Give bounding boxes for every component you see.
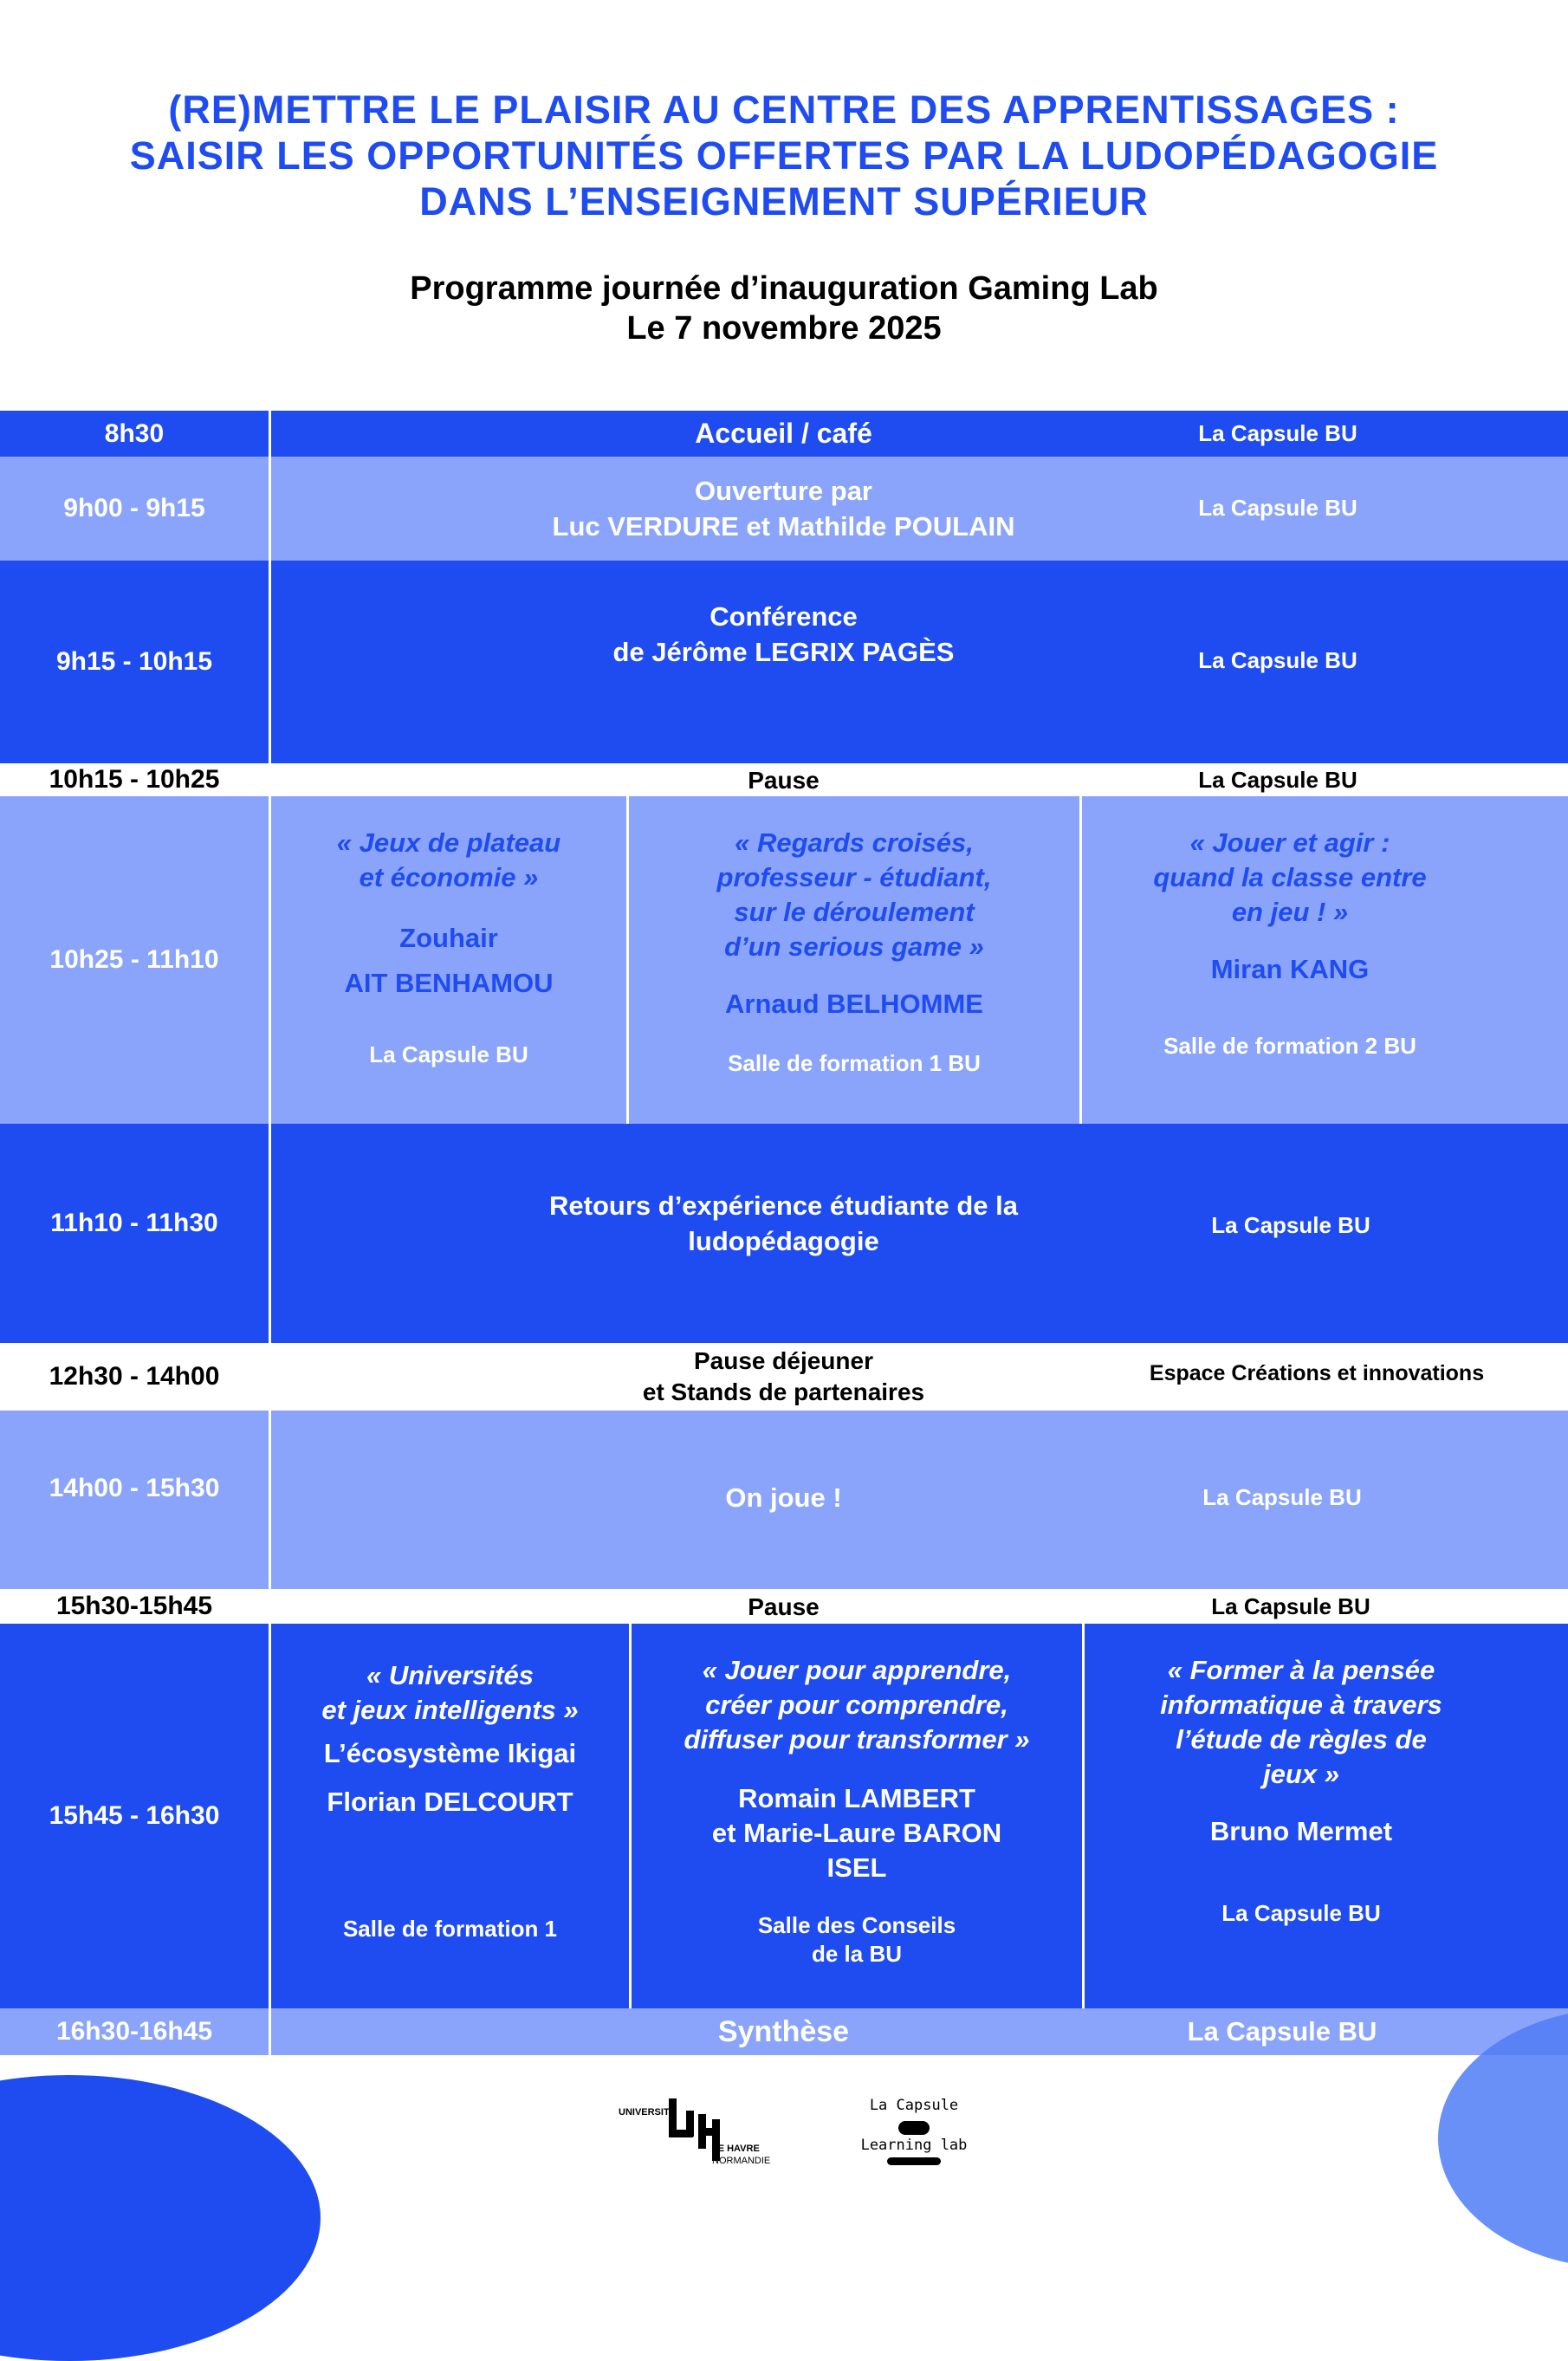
- workshop-room: La Capsule BU: [369, 1041, 528, 1067]
- row-accueil: [0, 411, 1568, 457]
- session-title-line2: et Stands de partenaires: [642, 1378, 925, 1405]
- workshop-title: « Regards croisés, professeur - étudiant, sur le déroulement d’un serious game »: [716, 827, 992, 962]
- time-label: 12h30 - 14h00: [49, 1362, 220, 1391]
- session-place: La Capsule BU: [1211, 1592, 1370, 1619]
- session-place: La Capsule BU: [1198, 766, 1357, 793]
- workshop-room: Salle de formation 1: [342, 1916, 558, 1942]
- logo-line: NORMANDIE: [712, 2156, 771, 2166]
- capsule-icon: [898, 2121, 930, 2135]
- session-place: La Capsule BU: [1198, 494, 1357, 521]
- workshop-card: [629, 796, 1079, 1124]
- workshop-title: « Universités et jeux intelligents »: [321, 1660, 579, 1725]
- session-title-line2: de Jérôme LEGRIX PAGÈS: [612, 637, 955, 667]
- session-title: On joue !: [725, 1482, 842, 1513]
- row-conference: [0, 561, 1568, 763]
- session-place: Espace Créations et innovations: [1149, 1360, 1485, 1385]
- workshop-title: « Jouer pour apprendre, créer pour comprendre, diffuser pour transformer »: [684, 1655, 1030, 1755]
- underline-icon: [887, 2157, 941, 2165]
- workshop-speaker: Miran KANG: [1210, 954, 1370, 984]
- time-label: 9h15 - 10h15: [55, 647, 213, 676]
- workshop-room: Salle de formation 1 BU: [728, 1050, 981, 1076]
- session-title-line2: Luc VERDURE et Mathilde POULAIN: [552, 511, 1015, 542]
- workshop-room: Salle de formation 2 BU: [1163, 1033, 1416, 1059]
- logo-line: UNIVERSITÉ: [619, 2107, 677, 2118]
- document-title: (RE)METTRE LE PLAISIR AU CENTRE DES APPRENTISSAGES : SAISIR LES OPPORTUNITÉS OFFERTES PAR LA LUDOPÉDAGOGIE DANS L’ENSEIGNEMENT SUPÉRIEUR: [129, 88, 1439, 224]
- row-workshops-1: [0, 796, 1568, 1124]
- workshop-card: [1085, 1624, 1518, 2008]
- workshop-speaker: Arnaud BELHOMME: [725, 989, 983, 1019]
- university-logo: [619, 2095, 792, 2173]
- time-label: 15h30-15h45: [55, 1592, 213, 1620]
- time-label: 8h30: [104, 418, 165, 448]
- row-dejeuner: [0, 1343, 1568, 1411]
- row-ouverture: [0, 457, 1568, 561]
- workshop-room: Salle des Conseils de la BU: [757, 1912, 956, 1967]
- session-title: Accueil / café: [695, 418, 872, 449]
- logo-line: Learning lab: [860, 2137, 968, 2154]
- time-label: 16h30-16h45: [55, 2017, 213, 2046]
- workshop-title: « Jeux de plateau et économie »: [336, 827, 561, 892]
- session-place: La Capsule BU: [1202, 1483, 1362, 1510]
- time-label: 10h25 - 11h10: [49, 945, 219, 974]
- time-label: 14h00 - 15h30: [49, 1474, 220, 1502]
- workshop-speaker: Bruno Mermet: [1209, 1816, 1393, 1846]
- capsule-logo: [853, 2097, 975, 2175]
- workshop-card: [271, 796, 626, 1124]
- workshop-speaker: Romain LAMBERT et Marie-Laure BARON ISEL: [711, 1783, 1002, 1883]
- program-date: Le 7 novembre 2025: [626, 310, 942, 347]
- row-synthese: [0, 2008, 1568, 2055]
- workshop-card: [271, 1624, 629, 2008]
- time-label: 11h10 - 11h30: [50, 1209, 218, 1237]
- session-title-line1: Retours d’expérience étudiante de la: [549, 1190, 1018, 1221]
- time-label: 9h00 - 9h15: [63, 494, 205, 522]
- session-title-line1: Conférence: [709, 601, 858, 632]
- session-place: La Capsule BU: [1187, 2016, 1377, 2046]
- time-label: 10h15 - 10h25: [49, 765, 220, 794]
- program-subtitle: Programme journée d’inauguration Gaming Lab: [410, 270, 1158, 307]
- workshop-speaker: Florian DELCOURT: [327, 1787, 573, 1817]
- session-title: Synthèse: [717, 2014, 850, 2048]
- row-pause-1: [0, 763, 1568, 796]
- workshop-title: « Former à la pensée informatique à travers l’étude de règles de jeux »: [1160, 1655, 1442, 1789]
- session-title: Pause: [748, 766, 820, 794]
- workshop-title: « Jouer et agir : quand la classe entre en jeu ! »: [1153, 827, 1427, 927]
- time-label: 15h45 - 16h30: [49, 1801, 220, 1830]
- workshop-subtitle: L’écosystème Ikigai: [323, 1738, 577, 1768]
- row-retours: [0, 1124, 1568, 1343]
- logo-line: LE HAVRE: [712, 2144, 760, 2154]
- session-title-line1: Pause déjeuner: [694, 1347, 873, 1374]
- workshop-card: [632, 1624, 1082, 2008]
- workshop-speaker: Zouhair AIT BENHAMOU: [344, 923, 554, 998]
- row-pause-2: [0, 1589, 1568, 1624]
- decorative-shape: [0, 2075, 321, 2361]
- logo-line: La Capsule: [869, 2097, 959, 2114]
- row-workshops-2: [0, 1624, 1568, 2008]
- session-place: La Capsule BU: [1198, 420, 1357, 446]
- session-title-line1: Ouverture par: [694, 476, 872, 506]
- workshop-card: [1082, 796, 1498, 1124]
- workshop-room: La Capsule BU: [1221, 1900, 1381, 1926]
- session-title: Pause: [748, 1592, 820, 1620]
- session-place: La Capsule BU: [1211, 1211, 1370, 1238]
- session-title-line2: ludopédagogie: [688, 1226, 879, 1256]
- session-place: La Capsule BU: [1198, 646, 1357, 673]
- row-on-joue: [0, 1411, 1568, 1589]
